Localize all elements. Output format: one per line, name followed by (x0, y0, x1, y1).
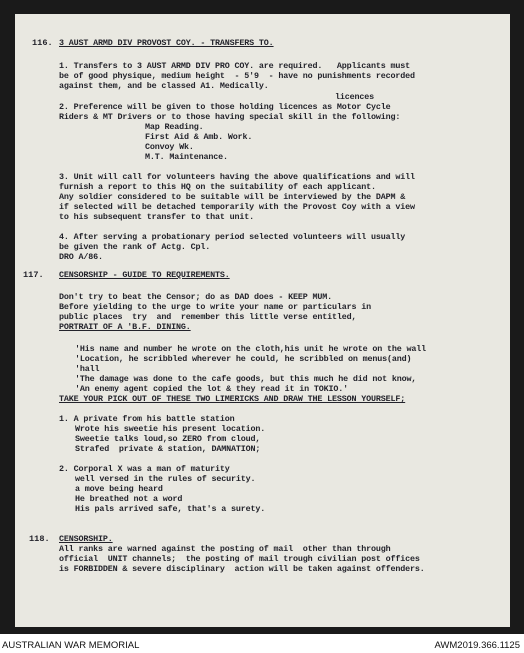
paragraph-line: to his subsequent transfer to that unit. (59, 212, 255, 222)
document-page (15, 14, 510, 627)
section-number: 117. (23, 270, 44, 280)
verse-line: 'His name and number he wrote on the cloth,his unit he wrote on the wall (75, 344, 427, 354)
limerick-line: well versed in the rules of security. (75, 474, 256, 484)
limerick-line: Wrote his sweetie his present location. (75, 424, 266, 434)
paragraph-line: All ranks are warned against the posting of mail other than through (59, 544, 391, 554)
limerick-line: 1. A private from his battle station (59, 414, 235, 424)
verse-line: 'The damage was done to the cafe goods, but this much he did not know, (75, 374, 417, 384)
section-number: 118. (29, 534, 50, 544)
reference-line: DRO A/86. (59, 252, 103, 262)
paragraph-line: 2. Preference will be given to those holding licences as Motor Cycle (59, 102, 391, 112)
paragraph-line: is FORBIDDEN & severe disciplinary action will be taken against offenders. (59, 564, 425, 574)
paragraph-line: 3. Unit will call for volunteers having the above qualifications and will (59, 172, 415, 182)
paragraph-line: Before yielding to the urge to write your name or particulars in (59, 302, 372, 312)
paragraph-line: Any soldier considered to be suitable will be interviewed by the DAPM & (59, 192, 406, 202)
paragraph-line: 4. After serving a probationary period selected volunteers will usually (59, 232, 406, 242)
archive-reference: AWM2019.366.1125 (434, 640, 520, 651)
section-heading: 3 AUST ARMD DIV PROVOST COY. - TRANSFERS TO. (59, 38, 274, 48)
list-item: Map Reading. (145, 122, 204, 132)
limerick-line: His pals arrived safe, that's a surety. (75, 504, 266, 514)
paragraph-line: Don't try to beat the Censor; do as DAD does - KEEP MUM. (59, 292, 333, 302)
section-number: 116. (32, 38, 53, 48)
archive-caption-bar (0, 636, 524, 653)
limerick-line: 2. Corporal X was a man of maturity (59, 464, 230, 474)
limerick-line: Strafed private & station, DAMNATION; (75, 444, 261, 454)
paragraph-line: furnish a report to this HQ on the suitability of each applicant. (59, 182, 376, 192)
list-item: M.T. Maintenance. (145, 152, 228, 162)
limerick-line: Sweetie talks loud,so ZERO from cloud, (75, 434, 261, 444)
verse-line: 'Location, he scribbled wherever he could, he scribbled on menus(and) (75, 354, 412, 364)
paragraph-line: 1. Transfers to 3 AUST ARMD DIV PRO COY. are required. Applicants must (59, 61, 411, 71)
section-heading: CENSORSHIP - GUIDE TO REQUIREMENTS. (59, 270, 230, 280)
handwritten-correction: licences (335, 92, 375, 102)
limerick-line: He breathed not a word (75, 494, 183, 504)
paragraph-line: if selected will be detached temporarily with the Provost Coy with a view (59, 202, 415, 212)
paragraph-line: against them, and be classed A1. Medically. (59, 81, 269, 91)
archive-name: AUSTRALIAN WAR MEMORIAL (2, 640, 140, 651)
verse-line: 'An enemy agent copied the lot & they read it in TOKIO.' (75, 384, 349, 394)
verse-title: PORTRAIT OF A 'B.F. DINING. (59, 322, 191, 332)
paragraph-line: Riders & MT Drivers or to those having special skill in the following: (59, 112, 401, 122)
list-item: First Aid & Amb. Work. (145, 132, 253, 142)
paragraph-line: be given the rank of Actg. Cpl. (59, 242, 211, 252)
paragraph-line: public places try and remember this little verse entitled, (59, 312, 357, 322)
paragraph-line: official UNIT channels; the posting of mail trough civilian post offices (59, 554, 420, 564)
instruction-line: TAKE YOUR PICK OUT OF THESE TWO LIMERICKS AND DRAW THE LESSON YOURSELF; (59, 394, 406, 404)
limerick-line: a move being heard (75, 484, 163, 494)
list-item: Convoy Wk. (145, 142, 194, 152)
section-heading: CENSORSHIP. (59, 534, 113, 544)
paragraph-line: be of good physique, medium height - 5'9 - have no punishments recorded (59, 71, 415, 81)
verse-line: 'hall (75, 364, 100, 374)
